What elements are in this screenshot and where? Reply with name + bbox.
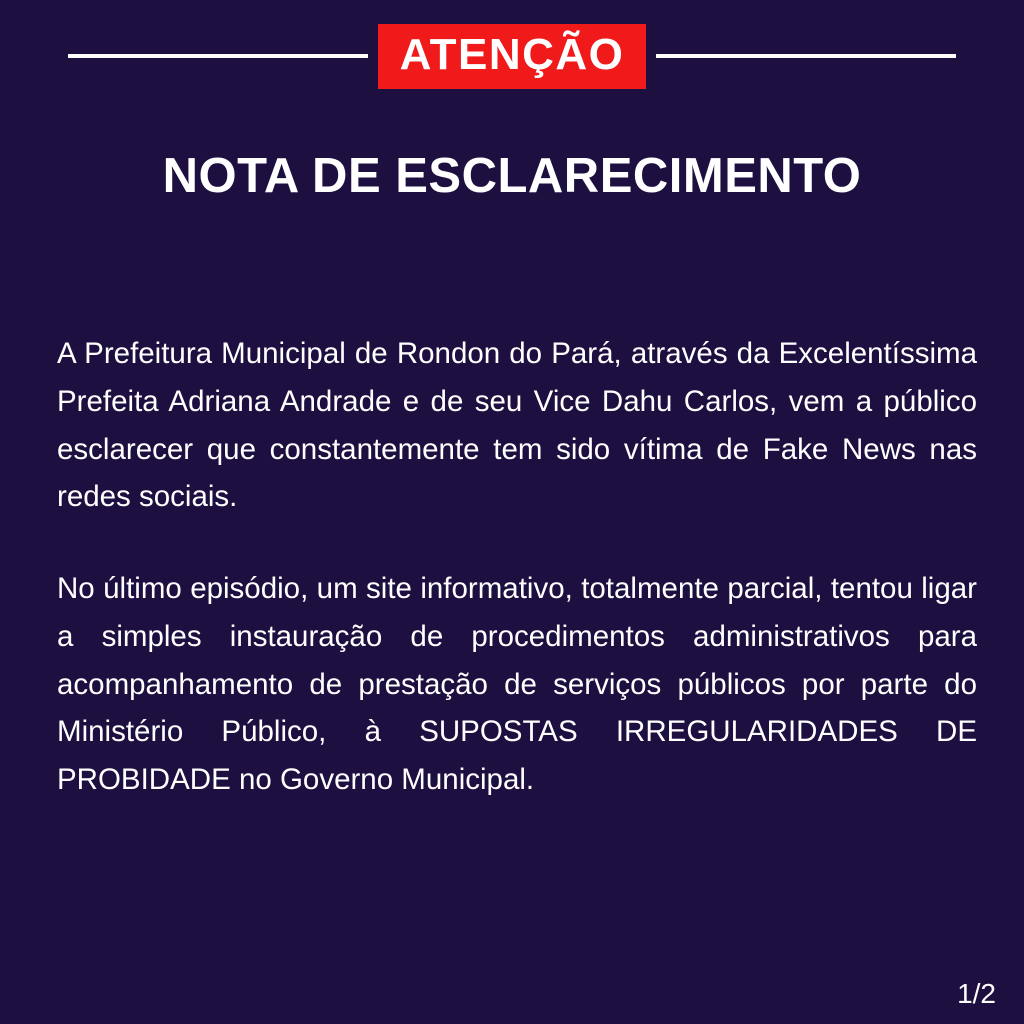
attention-banner [0,28,1024,84]
page-title: NOTA DE ESCLARECIMENTO [162,149,862,203]
page-counter: 1/2 [957,978,996,1009]
attention-badge: ATENÇÃO [378,24,647,89]
body-copy [57,330,977,804]
banner-rule-right [656,54,956,58]
paragraph-2: No último episódio, um site informativo, totalmente parcial, tentou ligar a simples instauração de procedimentos administrativos para acompanhamento de prestação de serviços públicos por parte do Ministério Público, à SUPOSTAS IRREGULARIDADES DE PROBIDADE no Governo Municipal. [57,572,977,797]
banner-rule-left [68,54,368,58]
paragraph-1: A Prefeitura Municipal de Rondon do Pará, através da Excelentíssima Prefeita Adriana Andrade e de seu Vice Dahu Carlos, vem a público esclarecer que constantemente tem sido vítima de Fake News nas redes sociais. [57,337,977,514]
